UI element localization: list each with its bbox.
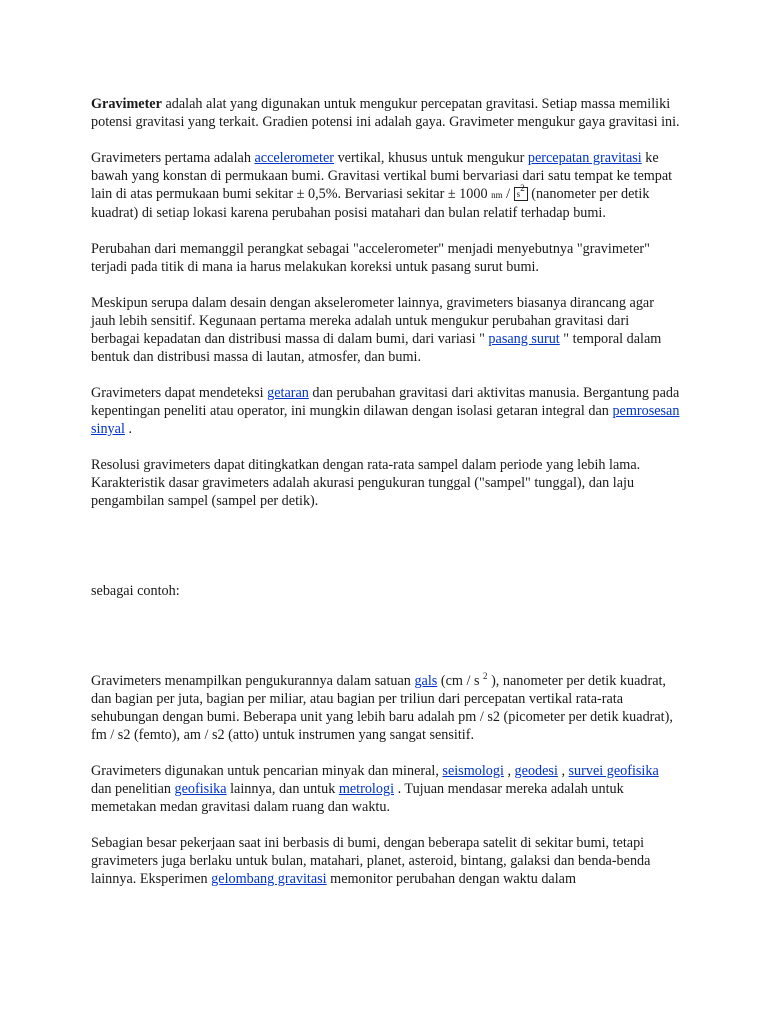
paragraph-text: ke bawah yang konstan di permukaan bumi. Gravitasi vertikal bumi bervariasi dari satu tempat ke tempat lain di atas permukaan bumi sekitar ± 0,5%. Bervariasi sekitar ± 1000 xyxy=(91,150,673,202)
term-gravimeter: Gravimeter xyxy=(91,96,162,112)
unit-exponent: 2 xyxy=(520,183,525,193)
link-geodesi[interactable]: geodesi xyxy=(514,763,558,779)
paragraph-text: . xyxy=(124,421,132,437)
paragraph-4 xyxy=(91,294,681,366)
paragraph-7 xyxy=(91,582,681,600)
paragraph-text: Perubahan dari memanggil perangkat sebagai "accelerometer" menjadi menyebutnya "gravimeter" terjadi pada titik di mana ia harus melakukan koreksi untuk pasang surut bumi. xyxy=(91,241,650,275)
paragraph-10 xyxy=(91,834,681,888)
paragraph-text: adalah alat yang digunakan untuk mengukur percepatan gravitasi. Setiap massa memiliki potensi gravitasi yang terkait. Gradien potensi ini adalah gaya. Gravimeter mengukur gaya gravitasi ini. xyxy=(91,96,680,130)
paragraph-text: , xyxy=(503,763,515,779)
blank-space xyxy=(91,618,681,672)
link-metrologi[interactable]: metrologi xyxy=(338,781,395,797)
paragraph-text: dan perubahan gravitasi dari aktivitas manusia. Bergantung pada kepentingan peneliti atau operator, ini mungkin dilawan dengan isolasi getaran integral dan xyxy=(91,385,680,419)
link-survei-geofisika[interactable]: survei geofisika xyxy=(568,763,659,779)
paragraph-text: dan penelitian xyxy=(91,781,175,797)
link-accelerometer[interactable]: accelerometer xyxy=(254,150,335,166)
paragraph-text: Resolusi gravimeters dapat ditingkatkan dengan rata-rata sampel dalam periode yang lebih lama. Karakteristik dasar gravimeters adalah akurasi pengukuran tunggal ("sampel" tunggal), dan laju pengambilan sampel (sampel per detik). xyxy=(91,457,641,509)
paragraph-text: " temporal dalam bentuk dan distribusi massa di lautan, atmosfer, dan bumi. xyxy=(91,331,662,365)
link-seismologi[interactable]: seismologi xyxy=(442,763,504,779)
paragraph-text: lainnya, dan untuk xyxy=(226,781,339,797)
paragraph-9 xyxy=(91,762,681,816)
paragraph-5 xyxy=(91,384,681,438)
blank-space xyxy=(91,528,681,582)
paragraph-2 xyxy=(91,149,681,222)
paragraph-text: memonitor perubahan dengan waktu dalam xyxy=(326,871,577,887)
unit-box-s2 xyxy=(514,183,528,201)
paragraph-8 xyxy=(91,672,681,744)
paragraph-text: , xyxy=(557,763,569,779)
paragraph-text: (cm / s xyxy=(437,673,484,689)
exponent: 2 xyxy=(483,671,488,681)
paragraph-text: Gravimeters pertama adalah xyxy=(91,150,255,166)
paragraph-text: Meskipun serupa dalam desain dengan akselerometer lainnya, gravimeters biasanya dirancang agar jauh lebih sensitif. Kegunaan pertama mereka adalah untuk mengukur perubahan gravitasi dari berbagai kepadatan dan distribusi massa di dalam bumi, dari variasi " xyxy=(91,295,654,347)
paragraph-text: ), nanometer per detik kuadrat, dan bagian per juta, bagian per miliar, atau bagian per triliun dari percepatan vertikal rata-rata sehubungan dengan bumi. Beberapa unit yang lebih baru adalah pm / s2 (picometer per detik kuadrat), fm / s2 (femto), am / s2 (atto) untuk instrumen yang sangat sensitif. xyxy=(91,673,673,743)
paragraph-1 xyxy=(91,95,681,131)
document-body xyxy=(91,95,681,906)
link-gals[interactable]: gals xyxy=(414,673,438,689)
paragraph-3 xyxy=(91,240,681,276)
paragraph-text: sebagai contoh: xyxy=(91,583,180,599)
paragraph-text: Gravimeters menampilkan pengukurannya dalam satuan xyxy=(91,673,415,689)
link-geofisika[interactable]: geofisika xyxy=(174,781,227,797)
unit-s: s xyxy=(516,189,521,199)
paragraph-text: Gravimeters digunakan untuk pencarian minyak dan mineral, xyxy=(91,763,443,779)
link-pasang-surut[interactable]: pasang surut xyxy=(488,331,560,347)
link-percepatan-gravitasi[interactable]: percepatan gravitasi xyxy=(527,150,642,166)
paragraph-text: Sebagian besar pekerjaan saat ini berbasis di bumi, dengan beberapa satelit di sekitar bumi, tetapi gravimeters juga berlaku untuk bulan, matahari, planet, asteroid, bintang, galaksi dan benda-benda lainnya. Eksperimen xyxy=(91,835,651,887)
paragraph-6 xyxy=(91,456,681,510)
paragraph-text: Gravimeters dapat mendeteksi xyxy=(91,385,268,401)
unit-nm: nm xyxy=(491,190,503,200)
link-gelombang-gravitasi[interactable]: gelombang gravitasi xyxy=(211,871,327,887)
link-getaran[interactable]: getaran xyxy=(267,385,309,401)
paragraph-text: (nanometer per detik kuadrat) di setiap lokasi karena perubahan posisi matahari dan bulan relatif terhadap bumi. xyxy=(91,186,650,221)
paragraph-text: vertikal, khusus untuk mengukur xyxy=(334,150,528,166)
paragraph-text: . Tujuan mendasar mereka adalah untuk memetakan medan gravitasi dalam ruang dan waktu. xyxy=(91,781,624,815)
paragraph-text: / xyxy=(502,186,514,202)
link-pemrosesan-sinyal[interactable]: pemrosesan sinyal xyxy=(91,403,680,437)
